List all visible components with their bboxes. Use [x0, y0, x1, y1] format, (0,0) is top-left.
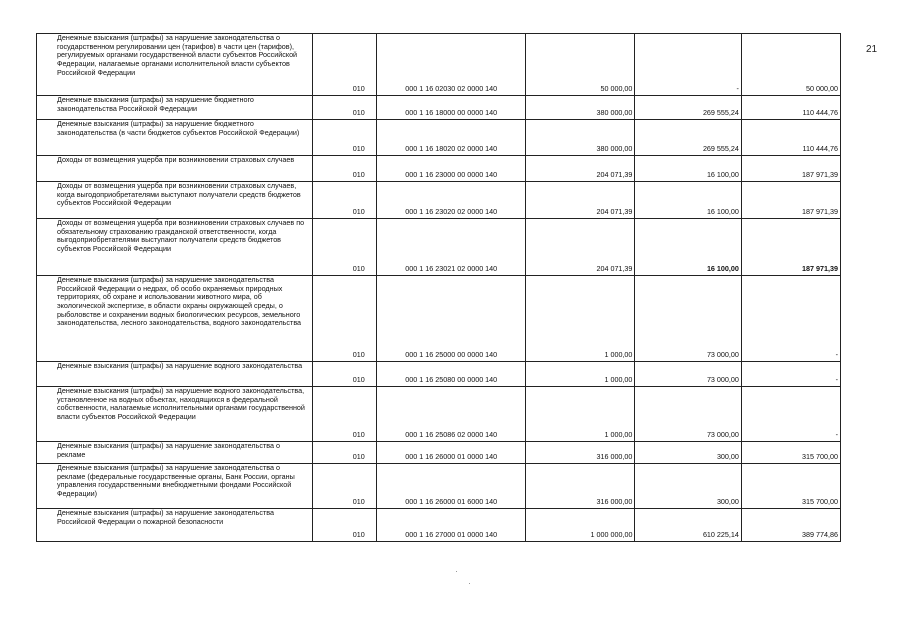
row-remaining: 187 971,39	[741, 182, 840, 219]
row-remaining: 110 444,76	[741, 96, 840, 120]
row-executed: 73 000,00	[635, 276, 741, 362]
row-remaining: -	[741, 362, 840, 387]
row-budget-code: 000 1 16 23000 00 0000 140	[376, 156, 525, 182]
row-name: Денежные взыскания (штрафы) за нарушение законодательства о рекламе	[37, 442, 313, 464]
row-remaining: 315 700,00	[741, 464, 840, 509]
row-line-code: 010	[312, 509, 376, 542]
row-line-code: 010	[312, 182, 376, 219]
row-name: Доходы от возмещения ущерба при возникновении страховых случаев, когда выгодоприобретателями выступают получатели средств бюджетов субъектов Российской Федерации	[37, 182, 313, 219]
row-budget-code: 000 1 16 02030 02 0000 140	[376, 34, 525, 96]
row-remaining: 315 700,00	[741, 442, 840, 464]
row-budget-code: 000 1 16 25086 02 0000 140	[376, 387, 525, 442]
table-row	[37, 120, 841, 156]
row-executed: 269 555,24	[635, 120, 741, 156]
row-executed: -	[635, 34, 741, 96]
row-executed: 16 100,00	[635, 219, 741, 276]
row-plan: 380 000,00	[525, 120, 635, 156]
row-name: Денежные взыскания (штрафы) за нарушение законодательства Российской Федерации о пожарной безопасности	[37, 509, 313, 542]
table-row	[37, 362, 841, 387]
table-row	[37, 509, 841, 542]
row-budget-code: 000 1 16 27000 01 0000 140	[376, 509, 525, 542]
table-row	[37, 156, 841, 182]
scan-speck	[469, 583, 470, 584]
row-remaining: 187 971,39	[741, 219, 840, 276]
row-plan: 1 000 000,00	[525, 509, 635, 542]
row-remaining: 50 000,00	[741, 34, 840, 96]
row-remaining: -	[741, 387, 840, 442]
row-executed: 16 100,00	[635, 156, 741, 182]
row-line-code: 010	[312, 120, 376, 156]
row-line-code: 010	[312, 362, 376, 387]
row-name: Доходы от возмещения ущерба при возникновении страховых случаев	[37, 156, 313, 182]
row-plan: 380 000,00	[525, 96, 635, 120]
row-budget-code: 000 1 16 25000 00 0000 140	[376, 276, 525, 362]
page-number: 21	[866, 44, 878, 55]
row-name: Денежные взыскания (штрафы) за нарушение водного законодательства	[37, 362, 313, 387]
row-remaining: 110 444,76	[741, 120, 840, 156]
row-executed: 610 225,14	[635, 509, 741, 542]
row-line-code: 010	[312, 156, 376, 182]
row-budget-code: 000 1 16 23020 02 0000 140	[376, 182, 525, 219]
table-row	[37, 96, 841, 120]
table-row	[37, 34, 841, 96]
row-name: Денежные взыскания (штрафы) за нарушение законодательства Российской Федерации о недрах, об особо охраняемых природных территориях, об охране и использовании животного мира, об экологической экспертизе, в области охраны окружающей среды, о рыболовстве и сохранении водных биологических ресурсов, земельного законодательства, лесного законодательства, водного законодательства	[37, 276, 313, 362]
row-line-code: 010	[312, 442, 376, 464]
row-line-code: 010	[312, 34, 376, 96]
row-budget-code: 000 1 16 23021 02 0000 140	[376, 219, 525, 276]
table-row	[37, 387, 841, 442]
table-row	[37, 442, 841, 464]
row-executed: 269 555,24	[635, 96, 741, 120]
scan-speck	[456, 571, 457, 572]
table-row	[37, 219, 841, 276]
row-line-code: 010	[312, 387, 376, 442]
row-budget-code: 000 1 16 26000 01 6000 140	[376, 464, 525, 509]
row-name: Доходы от возмещения ущерба при возникновении страховых случаев по обязательному страхованию гражданской ответственности, когда выгодоприобретателями выступают получатели средств бюджетов субъектов Российской Федерации	[37, 219, 313, 276]
row-executed: 300,00	[635, 442, 741, 464]
row-plan: 1 000,00	[525, 276, 635, 362]
row-line-code: 010	[312, 96, 376, 120]
row-plan: 316 000,00	[525, 464, 635, 509]
row-executed: 73 000,00	[635, 387, 741, 442]
row-remaining: 187 971,39	[741, 156, 840, 182]
row-plan: 50 000,00	[525, 34, 635, 96]
table-row	[37, 464, 841, 509]
row-name: Денежные взыскания (штрафы) за нарушение бюджетного законодательства (в части бюджетов субъектов Российской Федерации)	[37, 120, 313, 156]
table-row	[37, 182, 841, 219]
row-plan: 1 000,00	[525, 387, 635, 442]
row-name: Денежные взыскания (штрафы) за нарушение законодательства о государственном регулировании цен (тарифов) в части цен (тарифов), регулируемых органами государственной власти субъектов Российской Федерации, налагаемые органами исполнительной власти субъектов Российской Федерации	[37, 34, 313, 96]
row-line-code: 010	[312, 464, 376, 509]
row-remaining: -	[741, 276, 840, 362]
row-remaining: 389 774,86	[741, 509, 840, 542]
row-plan: 204 071,39	[525, 219, 635, 276]
row-name: Денежные взыскания (штрафы) за нарушение бюджетного законодательства Российской Федерации	[37, 96, 313, 120]
revenue-table	[36, 33, 841, 542]
row-plan: 316 000,00	[525, 442, 635, 464]
row-budget-code: 000 1 16 25080 00 0000 140	[376, 362, 525, 387]
row-budget-code: 000 1 16 26000 01 0000 140	[376, 442, 525, 464]
row-line-code: 010	[312, 219, 376, 276]
row-name: Денежные взыскания (штрафы) за нарушение законодательства о рекламе (федеральные государственные органы, Банк России, органы управления государственными внебюджетными фондами Российской Федерации)	[37, 464, 313, 509]
row-plan: 204 071,39	[525, 182, 635, 219]
row-name: Денежные взыскания (штрафы) за нарушение водного законодательства, установленное на водных объектах, находящихся в федеральной собственности, налагаемые исполнительными органами государственной власти субъектов Российской Федерации	[37, 387, 313, 442]
table-row	[37, 276, 841, 362]
row-plan: 204 071,39	[525, 156, 635, 182]
row-line-code: 010	[312, 276, 376, 362]
row-budget-code: 000 1 16 18020 02 0000 140	[376, 120, 525, 156]
row-executed: 300,00	[635, 464, 741, 509]
row-executed: 16 100,00	[635, 182, 741, 219]
row-plan: 1 000,00	[525, 362, 635, 387]
row-budget-code: 000 1 16 18000 00 0000 140	[376, 96, 525, 120]
row-executed: 73 000,00	[635, 362, 741, 387]
